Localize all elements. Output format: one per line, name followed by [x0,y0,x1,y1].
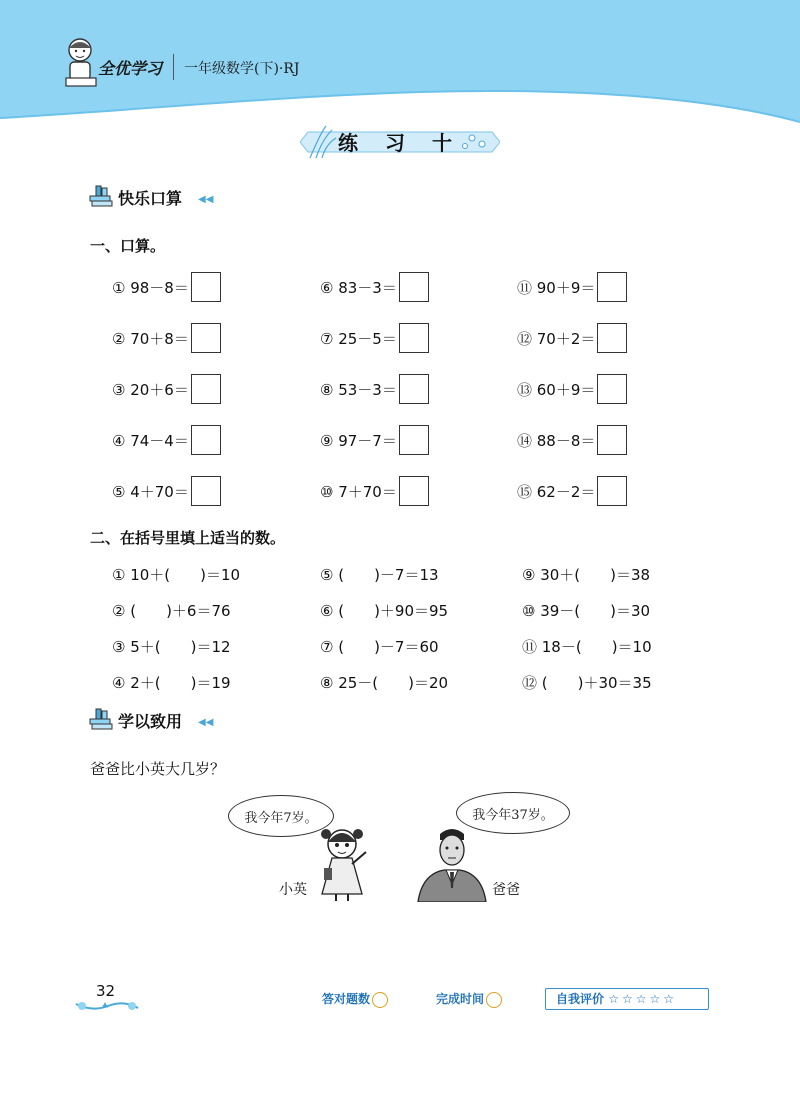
word-problem-question: 爸爸比小英大几岁？ [90,760,226,778]
calc-expression: ③ 20＋6＝ [112,380,189,399]
calc-item [112,323,221,353]
calc-expression: ⑥ 83－3＝ [320,278,397,297]
calc-expression: ⑬ 60＋9＝ [517,380,596,399]
books-icon [88,707,114,731]
section-arrows-icon: ◀◀ [198,194,214,205]
calc-expression: ⑫ 70＋2＝ [517,329,596,348]
answer-box[interactable] [399,425,429,455]
fill-blank-item[interactable]: ⑧ 25－( )＝20 [320,674,449,692]
section-label-application: 学以致用 [118,712,183,731]
student-mascot-icon [62,36,98,92]
calc-item [112,476,221,506]
answer-box[interactable] [597,476,627,506]
page-number: 32 [96,982,116,1000]
calc-item [320,425,429,455]
calc-expression: ⑦ 25－5＝ [320,329,397,348]
dad-name-label: 爸爸 [492,882,520,898]
calc-expression: ② 70＋8＝ [112,329,189,348]
smiley-icon [372,992,388,1008]
fill-blank-item[interactable]: ⑨ 30＋( )＝38 [522,566,651,584]
father-illustration-icon [414,826,490,902]
answer-box[interactable] [597,323,627,353]
part1-heading: 一、口算。 [90,237,166,255]
calc-expression: ⑤ 4＋70＝ [112,482,189,501]
calc-expression: ① 98－8＝ [112,278,189,297]
section-arrows-icon: ◀◀ [198,717,214,728]
answer-box[interactable] [399,374,429,404]
calc-item [320,272,429,302]
calc-item [517,323,627,353]
calc-expression: ⑧ 53－3＝ [320,380,397,399]
fill-blank-item[interactable]: ⑩ 39－( )＝30 [522,602,651,620]
dad-speech-bubble: 我今年37岁。 [456,792,570,834]
answer-box[interactable] [597,425,627,455]
correct-count-label [322,990,388,1008]
calc-expression: ⑮ 62－2＝ [517,482,596,501]
calc-item [517,425,627,455]
fill-blank-item[interactable]: ⑫ ( )＋30＝35 [522,674,652,692]
fill-blank-item[interactable]: ③ 5＋( )＝12 [112,638,231,656]
calc-item [112,374,221,404]
self-eval-text: 自我评价 [556,992,605,1006]
fill-blank-item[interactable]: ⑤ ( )－7＝13 [320,566,439,584]
correct-count-text: 答对题数 [322,992,371,1006]
section-label-mental-math: 快乐口算 [118,189,183,208]
answer-box[interactable] [191,323,221,353]
lesson-title: 练 习 十 [338,131,462,155]
answer-box[interactable] [191,272,221,302]
header-divider [173,54,174,80]
calc-item [517,272,627,302]
smiley-icon [486,992,502,1008]
book-title: 一年级数学(下)·RJ [184,61,300,77]
brand-logo: 全优学习 [98,59,163,78]
answer-box[interactable] [191,476,221,506]
fill-blank-item[interactable]: ② ( )＋6＝76 [112,602,231,620]
part2-heading: 二、在括号里填上适当的数。 [90,529,286,547]
answer-box[interactable] [597,272,627,302]
calc-item [320,374,429,404]
answer-box[interactable] [399,476,429,506]
calc-item [517,476,627,506]
fill-blank-item[interactable]: ⑦ ( )－7＝60 [320,638,439,656]
answer-box[interactable] [191,425,221,455]
girl-illustration-icon [310,822,380,902]
answer-box[interactable] [191,374,221,404]
fill-blank-item[interactable]: ① 10＋( )＝10 [112,566,241,584]
calc-expression: ④ 74－4＝ [112,431,189,450]
calc-expression: ⑨ 97－7＝ [320,431,397,450]
calc-item [112,272,221,302]
answer-box[interactable] [399,323,429,353]
calc-item [320,323,429,353]
answer-box[interactable] [597,374,627,404]
calc-expression: ⑭ 88－8＝ [517,431,596,450]
calc-expression: ⑪ 90＋9＝ [517,278,596,297]
answer-box[interactable] [399,272,429,302]
calc-expression: ⑩ 7＋70＝ [320,482,397,501]
girl-speech-bubble: 我今年7岁。 [228,795,334,837]
time-used-text: 完成时间 [436,992,485,1006]
books-icon [88,184,114,208]
fill-blank-item[interactable]: ④ 2＋( )＝19 [112,674,231,692]
fill-blank-item[interactable]: ⑥ ( )＋90＝95 [320,602,449,620]
calc-item [517,374,627,404]
self-eval-label [556,990,677,1007]
star-rating[interactable]: ☆☆☆☆☆ [608,992,677,1006]
time-used-label [436,990,502,1008]
fill-blank-item[interactable]: ⑪ 18－( )＝10 [522,638,652,656]
girl-name-label: 小英 [279,882,307,898]
calc-item [320,476,429,506]
calc-item [112,425,221,455]
